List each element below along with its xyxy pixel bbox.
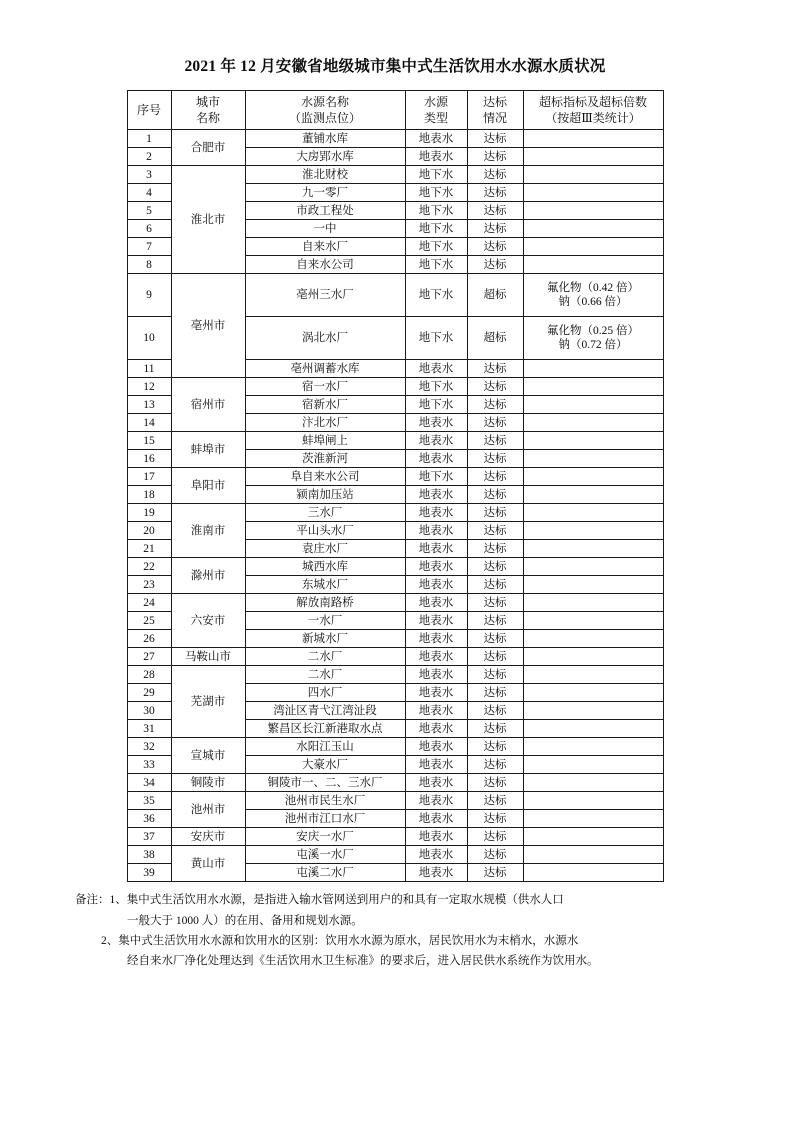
cell-index: 2	[127, 148, 171, 166]
header-type-line1: 水源	[423, 95, 448, 109]
cell-exceed	[523, 540, 663, 558]
table-header-row	[127, 91, 663, 130]
cell-type: 地表水	[405, 486, 467, 504]
cell-exceed	[523, 864, 663, 882]
table-header	[127, 91, 663, 130]
cell-type: 地表水	[405, 630, 467, 648]
cell-type: 地表水	[405, 774, 467, 792]
notes-block	[75, 890, 715, 971]
cell-index: 25	[127, 612, 171, 630]
cell-status: 达标	[467, 558, 523, 576]
cell-status: 达标	[467, 594, 523, 612]
header-type-line2: 类型	[423, 111, 448, 126]
cell-index: 6	[127, 220, 171, 238]
cell-exceed	[523, 238, 663, 256]
cell-exceed	[523, 720, 663, 738]
cell-status: 达标	[467, 360, 523, 378]
cell-type: 地下水	[405, 166, 467, 184]
cell-status: 达标	[467, 256, 523, 274]
cell-city: 亳州市	[171, 274, 245, 378]
header-index: 序号	[127, 91, 171, 130]
cell-index: 37	[127, 828, 171, 846]
note-line: 2、集中式生活饮用水水源和饮用水的区别：饮用水水源为原水，居民饮用水为末梢水，水源水	[101, 934, 579, 947]
cell-exceed	[523, 486, 663, 504]
cell-type: 地表水	[405, 558, 467, 576]
table-row	[127, 774, 663, 792]
cell-exceed	[523, 846, 663, 864]
cell-index: 35	[127, 792, 171, 810]
cell-status: 达标	[467, 486, 523, 504]
cell-city: 宿州市	[171, 378, 245, 432]
cell-city: 淮北市	[171, 166, 245, 274]
cell-status: 达标	[467, 630, 523, 648]
cell-source: 湾沚区青弋江湾沚段	[245, 702, 405, 720]
cell-type: 地下水	[405, 220, 467, 238]
cell-type: 地下水	[405, 256, 467, 274]
cell-source: 自来水公司	[245, 256, 405, 274]
cell-type: 地表水	[405, 504, 467, 522]
cell-source: 解放南路桥	[245, 594, 405, 612]
cell-exceed	[523, 594, 663, 612]
cell-exceed	[523, 792, 663, 810]
note-line: 经自来水厂净化处理达到《生活饮用水卫生标准》的要求后，进入居民供水系统作为饮用水。	[127, 954, 599, 967]
cell-status: 达标	[467, 130, 523, 148]
cell-type: 地表水	[405, 414, 467, 432]
header-type	[405, 91, 467, 130]
cell-status: 达标	[467, 148, 523, 166]
cell-source: 涡北水厂	[245, 317, 405, 360]
header-status-line2: 情况	[482, 111, 507, 126]
cell-status: 超标	[467, 317, 523, 360]
cell-status: 达标	[467, 238, 523, 256]
cell-source: 董铺水库	[245, 130, 405, 148]
cell-exceed	[523, 468, 663, 486]
table-row	[127, 166, 663, 184]
cell-exceed	[523, 166, 663, 184]
cell-exceed	[523, 414, 663, 432]
cell-city: 池州市	[171, 792, 245, 828]
cell-index: 29	[127, 684, 171, 702]
cell-source: 宿一水厂	[245, 378, 405, 396]
cell-exceed	[523, 130, 663, 148]
header-exceed	[523, 91, 663, 130]
page-title: 2021 年 12 月安徽省地级城市集中式生活饮用水水源水质状况	[184, 58, 606, 75]
cell-index: 12	[127, 378, 171, 396]
cell-exceed	[523, 432, 663, 450]
cell-status: 超标	[467, 274, 523, 317]
cell-index: 3	[127, 166, 171, 184]
cell-exceed	[523, 576, 663, 594]
cell-source: 屯溪一水厂	[245, 846, 405, 864]
cell-city: 滁州市	[171, 558, 245, 594]
cell-index: 30	[127, 702, 171, 720]
cell-index: 19	[127, 504, 171, 522]
cell-index: 38	[127, 846, 171, 864]
cell-status: 达标	[467, 738, 523, 756]
cell-status: 达标	[467, 702, 523, 720]
cell-exceed	[523, 630, 663, 648]
cell-index: 10	[127, 317, 171, 360]
water-quality-table	[127, 90, 664, 882]
cell-type: 地表水	[405, 432, 467, 450]
cell-type: 地表水	[405, 450, 467, 468]
table-row	[127, 648, 663, 666]
cell-status: 达标	[467, 504, 523, 522]
cell-status: 达标	[467, 540, 523, 558]
cell-exceed	[523, 738, 663, 756]
header-status	[467, 91, 523, 130]
header-source-line1: 水源名称	[300, 95, 349, 109]
header-exceed-line2: （按超Ⅲ类统计）	[545, 111, 641, 126]
cell-type: 地表水	[405, 684, 467, 702]
note-line: 备注：1、集中式生活饮用水水源，是指进入输水管网送到用户的和具有一定取水规模（供水人口	[75, 894, 564, 907]
cell-index: 14	[127, 414, 171, 432]
table-row	[127, 828, 663, 846]
cell-status: 达标	[467, 792, 523, 810]
cell-status: 达标	[467, 220, 523, 238]
cell-type: 地表水	[405, 756, 467, 774]
cell-index: 33	[127, 756, 171, 774]
table-row	[127, 666, 663, 684]
cell-type: 地下水	[405, 184, 467, 202]
cell-index: 32	[127, 738, 171, 756]
cell-index: 21	[127, 540, 171, 558]
cell-exceed	[523, 756, 663, 774]
cell-status: 达标	[467, 828, 523, 846]
cell-source: 亳州调蓄水库	[245, 360, 405, 378]
cell-city: 铜陵市	[171, 774, 245, 792]
table-row	[127, 738, 663, 756]
cell-exceed	[523, 666, 663, 684]
cell-status: 达标	[467, 666, 523, 684]
table-row	[127, 792, 663, 810]
cell-source: 自来水厂	[245, 238, 405, 256]
cell-source: 池州市江口水厂	[245, 810, 405, 828]
cell-type: 地表水	[405, 522, 467, 540]
header-source-line2: （监测点位）	[288, 111, 361, 126]
cell-city: 合肥市	[171, 130, 245, 166]
cell-exceed	[523, 810, 663, 828]
cell-exceed	[523, 202, 663, 220]
cell-city: 蚌埠市	[171, 432, 245, 468]
cell-index: 20	[127, 522, 171, 540]
cell-status: 达标	[467, 756, 523, 774]
cell-source: 东城水厂	[245, 576, 405, 594]
cell-source: 繁昌区长江新港取水点	[245, 720, 405, 738]
cell-type: 地表水	[405, 612, 467, 630]
cell-index: 31	[127, 720, 171, 738]
cell-source: 袁庄水厂	[245, 540, 405, 558]
table-row	[127, 432, 663, 450]
cell-type: 地表水	[405, 720, 467, 738]
header-city-line2: 名称	[195, 111, 220, 126]
cell-type: 地下水	[405, 468, 467, 486]
cell-city: 六安市	[171, 594, 245, 648]
header-city	[171, 91, 245, 130]
cell-exceed: 氟化物（0.25 倍） 钠（0.72 倍）	[523, 317, 663, 360]
cell-source: 汴北水厂	[245, 414, 405, 432]
cell-status: 达标	[467, 202, 523, 220]
cell-status: 达标	[467, 378, 523, 396]
cell-source: 茨淮新河	[245, 450, 405, 468]
table-row	[127, 274, 663, 317]
cell-index: 18	[127, 486, 171, 504]
cell-source: 安庆一水厂	[245, 828, 405, 846]
cell-type: 地表水	[405, 360, 467, 378]
header-city-line1: 城市	[195, 95, 220, 109]
cell-exceed	[523, 648, 663, 666]
cell-type: 地表水	[405, 648, 467, 666]
cell-exceed	[523, 450, 663, 468]
cell-exceed	[523, 702, 663, 720]
cell-type: 地表水	[405, 130, 467, 148]
cell-exceed	[523, 148, 663, 166]
table-row	[127, 130, 663, 148]
cell-status: 达标	[467, 612, 523, 630]
cell-status: 达标	[467, 414, 523, 432]
cell-source: 四水厂	[245, 684, 405, 702]
cell-source: 平山头水厂	[245, 522, 405, 540]
cell-status: 达标	[467, 166, 523, 184]
cell-index: 1	[127, 130, 171, 148]
cell-status: 达标	[467, 432, 523, 450]
table-row	[127, 846, 663, 864]
cell-city: 安庆市	[171, 828, 245, 846]
cell-index: 24	[127, 594, 171, 612]
cell-index: 4	[127, 184, 171, 202]
cell-index: 5	[127, 202, 171, 220]
cell-index: 23	[127, 576, 171, 594]
table-row	[127, 378, 663, 396]
cell-index: 17	[127, 468, 171, 486]
cell-source: 三水厂	[245, 504, 405, 522]
cell-city: 阜阳市	[171, 468, 245, 504]
cell-type: 地表水	[405, 864, 467, 882]
cell-index: 13	[127, 396, 171, 414]
cell-source: 城西水库	[245, 558, 405, 576]
cell-index: 34	[127, 774, 171, 792]
cell-exceed	[523, 184, 663, 202]
cell-status: 达标	[467, 576, 523, 594]
cell-index: 39	[127, 864, 171, 882]
cell-exceed	[523, 220, 663, 238]
cell-source: 新城水厂	[245, 630, 405, 648]
header-status-line1: 达标	[482, 95, 507, 109]
cell-status: 达标	[467, 468, 523, 486]
cell-status: 达标	[467, 450, 523, 468]
cell-city: 马鞍山市	[171, 648, 245, 666]
cell-exceed	[523, 256, 663, 274]
cell-exceed	[523, 774, 663, 792]
cell-type: 地表水	[405, 148, 467, 166]
cell-source: 宿新水厂	[245, 396, 405, 414]
cell-index: 28	[127, 666, 171, 684]
cell-type: 地表水	[405, 702, 467, 720]
cell-source: 水阳江玉山	[245, 738, 405, 756]
cell-source: 大房郢水库	[245, 148, 405, 166]
table-row	[127, 504, 663, 522]
cell-type: 地下水	[405, 274, 467, 317]
cell-source: 九一零厂	[245, 184, 405, 202]
cell-exceed	[523, 522, 663, 540]
cell-type: 地表水	[405, 594, 467, 612]
cell-type: 地表水	[405, 792, 467, 810]
cell-source: 一水厂	[245, 612, 405, 630]
cell-exceed	[523, 684, 663, 702]
cell-index: 22	[127, 558, 171, 576]
cell-index: 8	[127, 256, 171, 274]
cell-source: 铜陵市一、二、三水厂	[245, 774, 405, 792]
cell-index: 26	[127, 630, 171, 648]
cell-source: 大豪水厂	[245, 756, 405, 774]
cell-status: 达标	[467, 648, 523, 666]
cell-index: 27	[127, 648, 171, 666]
cell-source: 屯溪二水厂	[245, 864, 405, 882]
cell-type: 地表水	[405, 738, 467, 756]
cell-type: 地表水	[405, 828, 467, 846]
cell-source: 颍南加压站	[245, 486, 405, 504]
cell-index: 9	[127, 274, 171, 317]
cell-status: 达标	[467, 522, 523, 540]
cell-index: 11	[127, 360, 171, 378]
cell-type: 地表水	[405, 846, 467, 864]
cell-type: 地表水	[405, 810, 467, 828]
cell-status: 达标	[467, 810, 523, 828]
table-body	[127, 130, 663, 882]
cell-exceed	[523, 378, 663, 396]
cell-status: 达标	[467, 864, 523, 882]
header-exceed-line1: 超标指标及超标倍数	[538, 95, 647, 109]
cell-city: 宣城市	[171, 738, 245, 774]
table-row	[127, 558, 663, 576]
cell-status: 达标	[467, 846, 523, 864]
cell-type: 地下水	[405, 378, 467, 396]
cell-type: 地下水	[405, 396, 467, 414]
cell-source: 蚌埠闸上	[245, 432, 405, 450]
cell-source: 一中	[245, 220, 405, 238]
cell-type: 地表水	[405, 576, 467, 594]
cell-status: 达标	[467, 720, 523, 738]
cell-type: 地下水	[405, 238, 467, 256]
cell-source: 二水厂	[245, 666, 405, 684]
header-source	[245, 91, 405, 130]
table-row	[127, 594, 663, 612]
cell-source: 二水厂	[245, 648, 405, 666]
cell-city: 芜湖市	[171, 666, 245, 738]
cell-index: 15	[127, 432, 171, 450]
cell-source: 亳州三水厂	[245, 274, 405, 317]
table-row	[127, 468, 663, 486]
cell-index: 7	[127, 238, 171, 256]
cell-index: 16	[127, 450, 171, 468]
cell-source: 池州市民生水厂	[245, 792, 405, 810]
cell-exceed	[523, 504, 663, 522]
cell-type: 地下水	[405, 202, 467, 220]
cell-exceed	[523, 558, 663, 576]
cell-exceed: 氟化物（0.42 倍） 钠（0.66 倍）	[523, 274, 663, 317]
cell-status: 达标	[467, 396, 523, 414]
cell-exceed	[523, 612, 663, 630]
note-line: 一般大于 1000 人）的在用、备用和规划水源。	[127, 914, 363, 927]
cell-source: 阜自来水公司	[245, 468, 405, 486]
cell-city: 淮南市	[171, 504, 245, 558]
cell-type: 地表水	[405, 666, 467, 684]
cell-status: 达标	[467, 184, 523, 202]
cell-city: 黄山市	[171, 846, 245, 882]
cell-type: 地表水	[405, 540, 467, 558]
cell-index: 36	[127, 810, 171, 828]
cell-status: 达标	[467, 774, 523, 792]
cell-exceed	[523, 828, 663, 846]
cell-exceed	[523, 360, 663, 378]
cell-exceed	[523, 396, 663, 414]
cell-source: 淮北财校	[245, 166, 405, 184]
cell-source: 市政工程处	[245, 202, 405, 220]
cell-status: 达标	[467, 684, 523, 702]
cell-type: 地下水	[405, 317, 467, 360]
